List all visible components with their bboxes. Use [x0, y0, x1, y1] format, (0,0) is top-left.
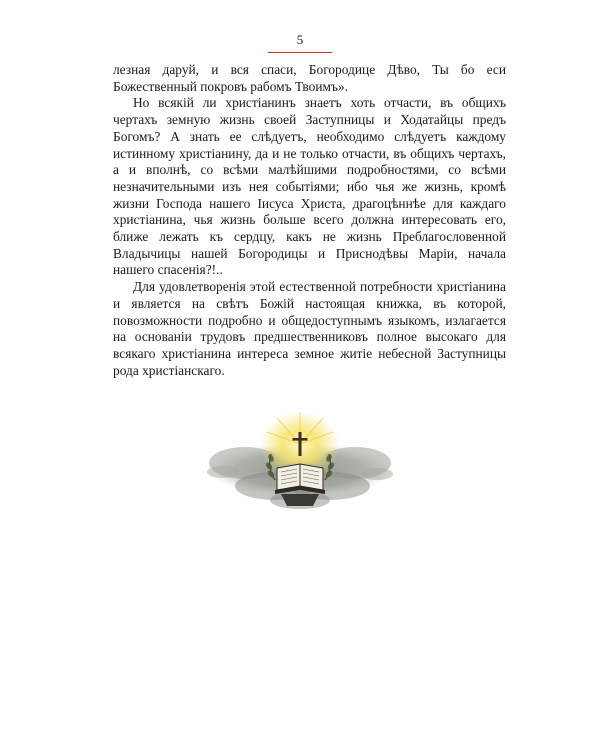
paragraph-2: Но всякій ли христіанинъ знаетъ хоть отчасти, въ общихъ чертахъ земную жизнь своей Заступницы и Ходатайцы предъ Богомъ? А знать ее слѣдуетъ, необходимо слѣдуетъ каждому истинному христіанину, да и не только отчасти, въ общихъ чертахъ, а и вполнѣ, со всѣми малѣйшими подробностями, со всѣми незначительными изъ нея событіями; ибо чья же жизнь, кромѣ жизни Господа нашего Іисуса Христа, драгоцѣннѣе для каждаго христіанина, чья жизнь больше всего должна интересовать его, ближе лежать къ сердцу, какъ не жизнь Преблагословенной Владычицы нашей Богородицы и Приснодѣвы Маріи, начала нашего спасенія?!..	[113, 95, 506, 278]
paragraph-1: лезная даруй, и вся спаси, Богородице Дѣво, Ты бо еси Божественный покровъ рабомъ Твоимъ».	[113, 62, 506, 94]
paragraph-3: Для удовлетворенія этой естественной потребности христіанина и является на свѣтъ Божій настоящая книжка, въ которой, повозможности подробно и общедоступнымъ языкомъ, излагается на основаніи трудовъ предшественниковъ полное высокаго для всякаго христіанина интереса земное житіе небесной Заступницы рода христіанскаго.	[113, 279, 506, 378]
page-number-rule	[268, 52, 332, 53]
open-book-cross-vignette-icon	[205, 408, 395, 518]
page-number: 5	[296, 32, 304, 47]
lectern-base	[281, 494, 319, 506]
open-book-icon	[275, 464, 325, 494]
body-text	[113, 62, 506, 379]
